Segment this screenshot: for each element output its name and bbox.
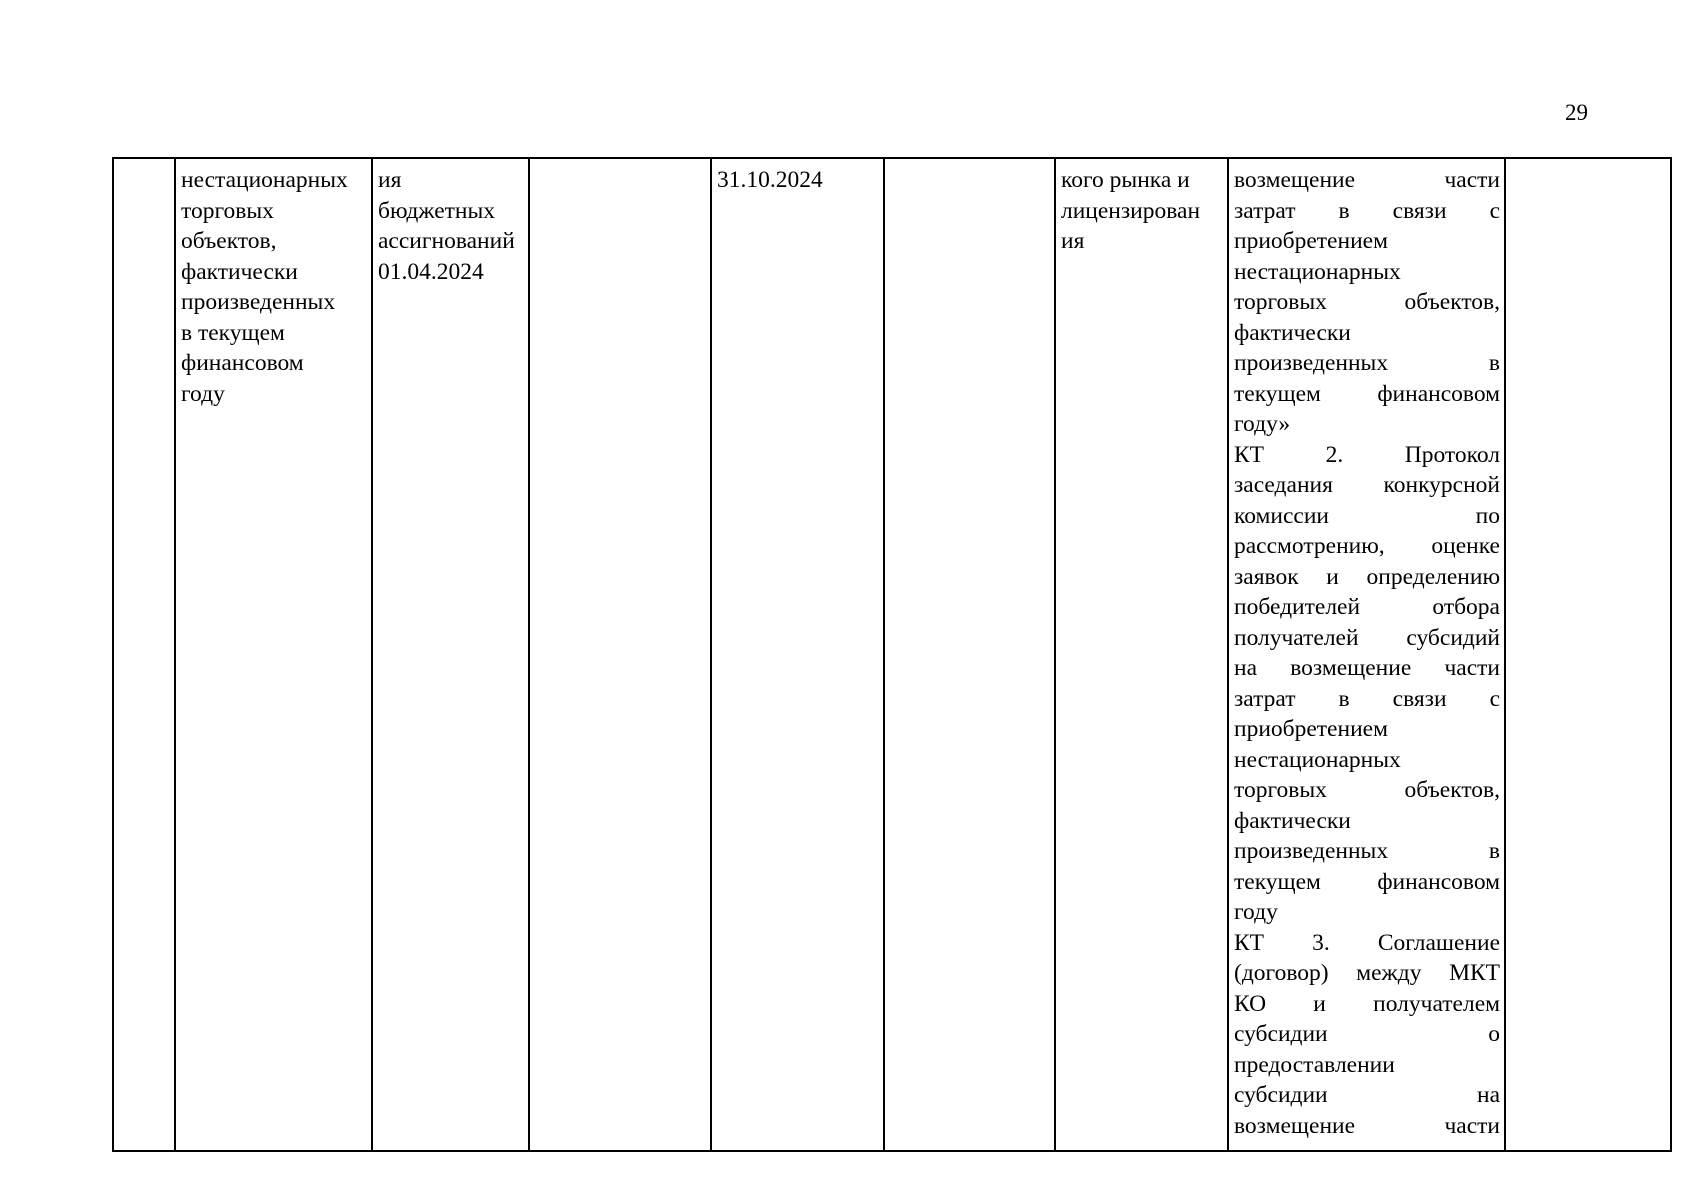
cell-empty-3	[1505, 158, 1671, 1151]
funding-line: 01.04.2024	[378, 258, 484, 285]
responsible-text	[1061, 165, 1223, 257]
control-points-line: затрат в связи с	[1234, 197, 1500, 224]
control-points-line: (договор) между МКТ	[1234, 960, 1500, 986]
page-number: 29	[1565, 100, 1588, 125]
control-points-line: текущем финансовом	[1234, 380, 1500, 407]
description-line: нестационарных	[181, 167, 348, 193]
control-points-line: году	[1234, 899, 1278, 925]
control-points-line: КО и получателем	[1234, 990, 1500, 1017]
cell-funding	[372, 158, 529, 1151]
cell-number	[113, 158, 175, 1151]
control-points-line: произведенных в	[1234, 838, 1500, 864]
description-line: фактически	[181, 258, 298, 285]
cell-empty-1	[529, 158, 711, 1151]
cell-empty-2	[884, 158, 1055, 1151]
control-points-line: субсидии на	[1234, 1082, 1500, 1108]
funding-line: ия	[378, 167, 402, 193]
responsible-line: кого рынка и	[1061, 167, 1190, 193]
funding-line: бюджетных	[378, 197, 496, 224]
control-points-text	[1234, 165, 1500, 1141]
description-line: в текущем	[181, 319, 285, 346]
description-line: финансовом	[181, 350, 304, 376]
control-points-line: торговых объектов,	[1234, 777, 1500, 803]
description-line: объектов,	[181, 228, 277, 254]
date-text: 31.10.2024	[717, 167, 823, 193]
responsible-line: ия	[1061, 228, 1085, 254]
description-line: торговых	[181, 197, 274, 224]
control-points-line: рассмотрению, оценке	[1234, 533, 1500, 559]
document-table	[112, 157, 1672, 1152]
description-line: году	[181, 380, 225, 407]
control-points-line: текущем финансовом	[1234, 868, 1500, 895]
responsible-line: лицензирован	[1061, 197, 1201, 224]
control-points-line: субсидии о	[1234, 1021, 1500, 1047]
control-points-line: комиссии по	[1234, 502, 1500, 529]
description-line: произведенных	[181, 289, 336, 315]
control-points-line: КТ 3. Соглашение	[1234, 929, 1500, 956]
control-points-line: на возмещение части	[1234, 655, 1500, 681]
control-points-line: возмещение части	[1234, 1112, 1500, 1139]
control-points-line: затрат в связи с	[1234, 685, 1500, 712]
cell-description	[175, 158, 372, 1151]
control-points-line: произведенных в	[1234, 350, 1500, 376]
cell-date	[711, 158, 884, 1151]
control-points-line: приобретением	[1234, 228, 1388, 254]
control-points-line: фактически	[1234, 807, 1351, 834]
control-points-line: году»	[1234, 411, 1291, 437]
table-row	[113, 158, 1671, 1151]
control-points-line: КТ 2. Протокол	[1234, 441, 1500, 468]
control-points-line: победителей отбора	[1234, 594, 1500, 620]
control-points-line: фактически	[1234, 319, 1351, 346]
control-points-line: заявок и определению	[1234, 563, 1500, 590]
control-points-line: нестационарных	[1234, 258, 1401, 285]
cell-control-points	[1228, 158, 1505, 1151]
control-points-line: нестационарных	[1234, 746, 1401, 773]
control-points-line: предоставлении	[1234, 1051, 1395, 1078]
control-points-line: торговых объектов,	[1234, 289, 1500, 315]
funding-text	[378, 165, 524, 287]
description-text	[181, 165, 367, 409]
control-points-line: возмещение части	[1234, 167, 1500, 193]
control-points-line: заседания конкурсной	[1234, 472, 1500, 498]
control-points-line: получателей субсидий	[1234, 624, 1500, 651]
cell-responsible	[1055, 158, 1228, 1151]
control-points-line: приобретением	[1234, 716, 1388, 742]
funding-line: ассигнований	[378, 228, 515, 254]
